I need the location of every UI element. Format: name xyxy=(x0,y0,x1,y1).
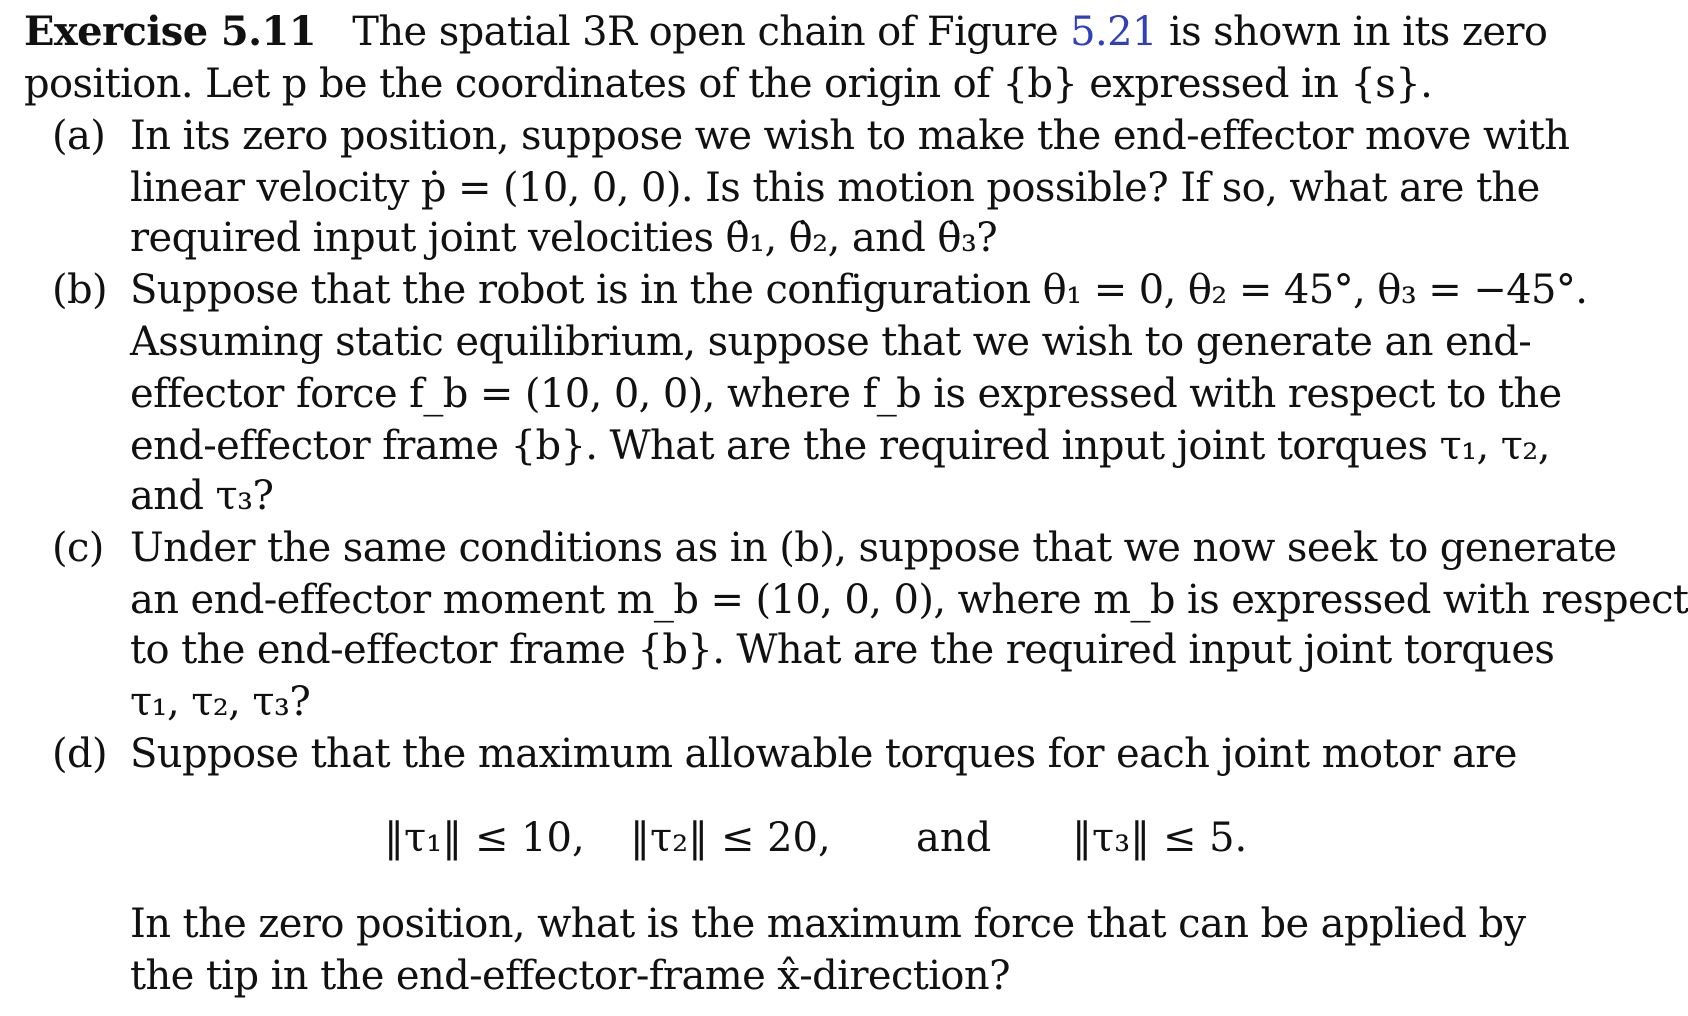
part-a-line-3: required input joint velocities θ̇₁, θ̇₂, and θ̇₃? xyxy=(130,215,998,261)
intro-text-a: The spatial 3R open chain of Figure xyxy=(352,9,1071,55)
figure-reference-link[interactable]: 5.21 xyxy=(1070,9,1157,55)
torque-limit-3: ‖τ₃‖ ≤ 5. xyxy=(1072,815,1248,861)
exercise-label: Exercise 5.11 xyxy=(24,8,316,55)
part-d-after-line-1: In the zero position, what is the maximum force that can be applied by xyxy=(130,901,1526,947)
torque-limit-1: ‖τ₁‖ ≤ 10, xyxy=(384,815,585,861)
part-d-label: (d) xyxy=(52,731,108,777)
part-a-line-1: In its zero position, suppose we wish to make the end-effector move with xyxy=(130,113,1570,159)
part-d-after-line-2: the tip in the end-effector-frame x̂-direction? xyxy=(130,953,1010,999)
part-c-line-2: an end-effector moment m_b = (10, 0, 0), where m_b is expressed with respect xyxy=(130,577,1688,623)
part-c-line-4: τ₁, τ₂, τ₃? xyxy=(130,679,311,725)
part-b-label: (b) xyxy=(52,267,108,313)
part-c-label: (c) xyxy=(52,525,104,571)
part-b-line-4: end-effector frame {b}. What are the required input joint torques τ₁, τ₂, xyxy=(130,423,1550,469)
exercise-first-line xyxy=(24,6,1547,58)
part-b-line-5: and τ₃? xyxy=(130,473,274,519)
intro-text-b: is shown in its zero xyxy=(1156,9,1548,55)
part-b-line-3: effector force f_b = (10, 0, 0), where f_b is expressed with respect to the xyxy=(130,371,1562,417)
part-a-line-2: linear velocity ṗ = (10, 0, 0). Is this motion possible? If so, what are the xyxy=(130,165,1540,211)
part-c-line-1: Under the same conditions as in (b), suppose that we now seek to generate xyxy=(130,525,1617,571)
part-b-line-1: Suppose that the robot is in the configuration θ₁ = 0, θ₂ = 45°, θ₃ = −45°. xyxy=(130,267,1588,313)
part-d-line-1: Suppose that the maximum allowable torques for each joint motor are xyxy=(130,731,1517,777)
part-a-label: (a) xyxy=(52,113,106,159)
part-c-line-3: to the end-effector frame {b}. What are the required input joint torques xyxy=(130,627,1555,673)
equation-and-word: and xyxy=(916,815,992,861)
exercise-second-line: position. Let p be the coordinates of the origin of {b} expressed in {s}. xyxy=(24,61,1433,107)
part-b-line-2: Assuming static equilibrium, suppose that we wish to generate an end- xyxy=(130,319,1532,365)
torque-limit-2: ‖τ₂‖ ≤ 20, xyxy=(630,815,831,861)
